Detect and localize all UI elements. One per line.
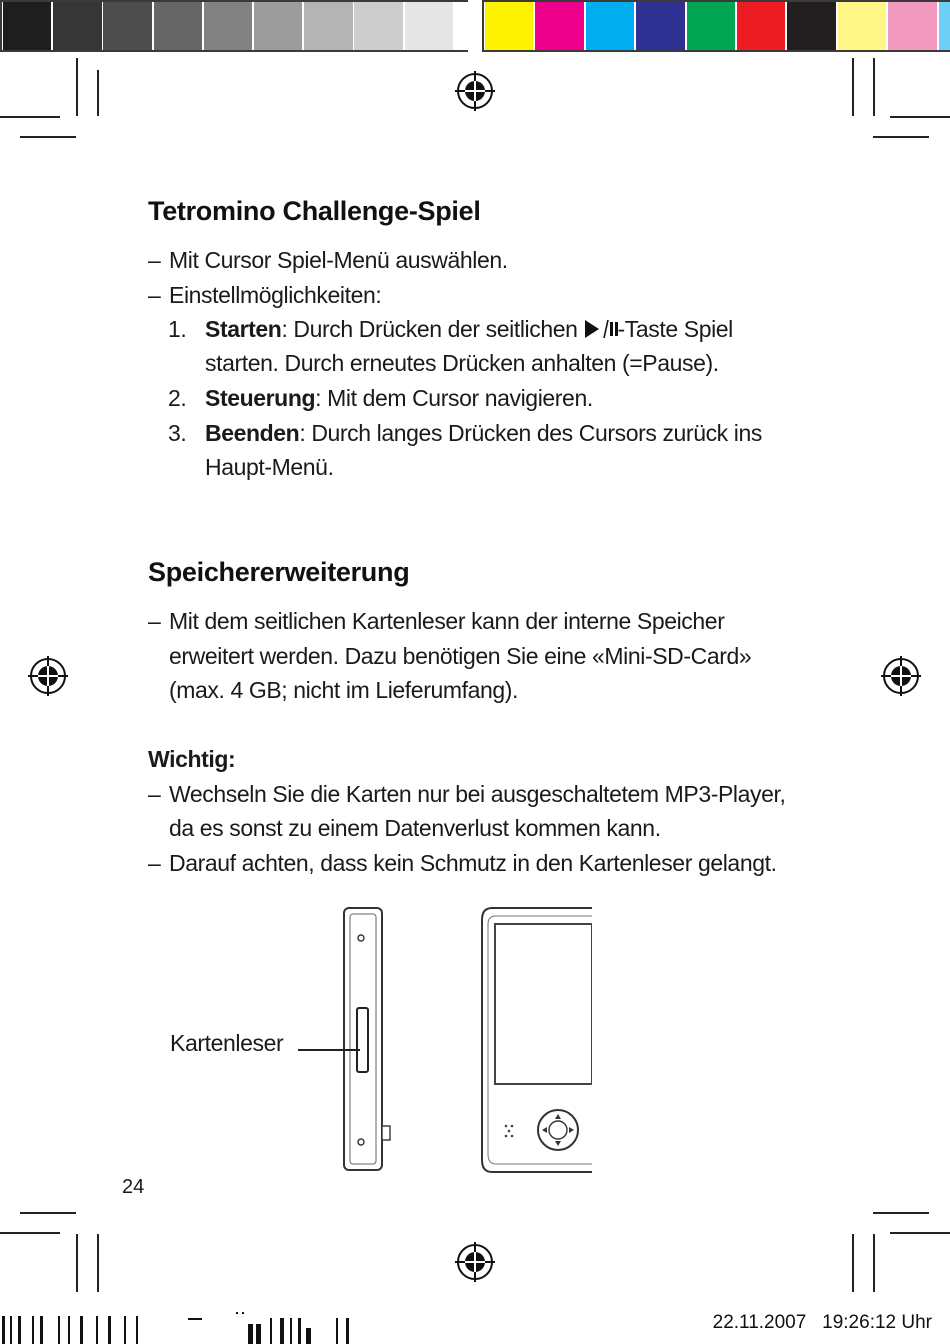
gray-scale-strip: [0, 0, 468, 52]
list-item-term: Beenden: [205, 420, 300, 446]
gray-swatch: [53, 2, 101, 50]
list-number: 1.: [168, 316, 187, 342]
gray-swatch: [204, 2, 252, 50]
bullet-dash: –: [148, 781, 161, 807]
registration-mark-icon: [455, 1242, 495, 1282]
important-label: Wichtig:: [148, 746, 236, 772]
gray-swatch: [254, 2, 302, 50]
list-item-text: : Durch Drücken der seitlichen: [281, 316, 584, 342]
list-item-text: : Durch langes Drücken des Cursors zurück ins: [299, 420, 762, 446]
crop-mark: [97, 70, 99, 116]
list-item-text: -Taste Spiel: [617, 316, 733, 342]
play-pause-icon: [584, 319, 618, 339]
print-slug-code: [0, 1308, 360, 1344]
color-swatch: [535, 2, 583, 50]
color-swatch: [737, 2, 785, 50]
bullet-dash: –: [148, 282, 161, 308]
bullet-text: Darauf achten, dass kein Schmutz in den Kartenleser gelangt.: [169, 850, 777, 876]
list-number: 3.: [168, 420, 187, 446]
list-number: 2.: [168, 385, 187, 411]
color-calibration-bar: [0, 0, 950, 52]
page-number: 24: [122, 1176, 145, 1198]
registration-mark-icon: [455, 71, 495, 111]
crop-mark: [97, 1234, 99, 1292]
bullet-text: erweitert werden. Dazu benötigen Sie eine «Mini-SD-Card»: [169, 643, 752, 669]
color-swatch: [888, 2, 936, 50]
color-swatch: [485, 2, 533, 50]
gray-swatch: [103, 2, 151, 50]
crop-mark: [873, 58, 875, 116]
bullet-text: Wechseln Sie die Karten nur bei ausgeschaltetem MP3-Player,: [169, 781, 786, 807]
bullet-text: (max. 4 GB; nicht im Lieferumfang).: [169, 677, 519, 703]
crop-mark: [890, 116, 950, 118]
card-reader-label: Kartenleser: [170, 1030, 284, 1056]
bullet-text: Mit Cursor Spiel-Menü auswählen.: [169, 247, 508, 273]
crop-mark: [852, 1234, 854, 1292]
crop-mark: [873, 1234, 875, 1292]
crop-mark: [890, 1232, 950, 1234]
list-item-term: Steuerung: [205, 385, 316, 411]
gray-swatch: [405, 2, 453, 50]
list-item-steuerung: [205, 381, 593, 416]
list-item-text: : Mit dem Cursor navigieren.: [315, 385, 593, 411]
bullet-text: Mit dem seitlichen Kartenleser kann der interne Speicher: [169, 608, 725, 634]
color-swatch: [787, 2, 835, 50]
bullet-text: da es sonst zu einem Datenverlust kommen kann.: [169, 815, 661, 841]
list-item-text: Haupt-Menü.: [205, 454, 334, 480]
gray-swatch: [304, 2, 352, 50]
crop-mark: [76, 58, 78, 116]
bullet-dash: –: [148, 850, 161, 876]
mp3-player-illustration: [330, 890, 592, 1190]
crop-mark: [0, 1232, 60, 1234]
list-item-text: starten. Durch erneutes Drücken anhalten (=Pause).: [205, 350, 719, 376]
list-item-starten: [205, 312, 733, 347]
gray-swatch: [3, 2, 51, 50]
print-timestamp: 22.11.2007 19:26:12 Uhr: [712, 1312, 932, 1333]
gray-swatch: [154, 2, 202, 50]
color-strip: [482, 0, 950, 52]
bullet-text: Einstellmöglichkeiten:: [169, 282, 382, 308]
list-item-term: Starten: [205, 316, 282, 342]
crop-mark: [873, 136, 929, 138]
bullet-dash: –: [148, 608, 161, 634]
label-leader-line: [298, 1049, 360, 1051]
crop-mark: [852, 58, 854, 116]
crop-mark: [76, 1234, 78, 1292]
crop-mark: [20, 1212, 76, 1214]
color-swatch: [586, 2, 634, 50]
section-title-tetromino: Tetromino Challenge-Spiel: [148, 196, 481, 226]
registration-mark-icon: [881, 656, 921, 696]
list-item-beenden: [205, 416, 762, 451]
crop-mark: [0, 116, 60, 118]
color-swatch: [687, 2, 735, 50]
color-swatch: [939, 2, 950, 50]
registration-mark-icon: [28, 656, 68, 696]
gray-swatch: [354, 2, 402, 50]
color-swatch: [636, 2, 684, 50]
crop-mark: [873, 1212, 929, 1214]
color-swatch: [838, 2, 886, 50]
section-title-speichererweiterung: Speichererweiterung: [148, 557, 410, 587]
crop-mark: [20, 136, 76, 138]
bullet-dash: –: [148, 247, 161, 273]
